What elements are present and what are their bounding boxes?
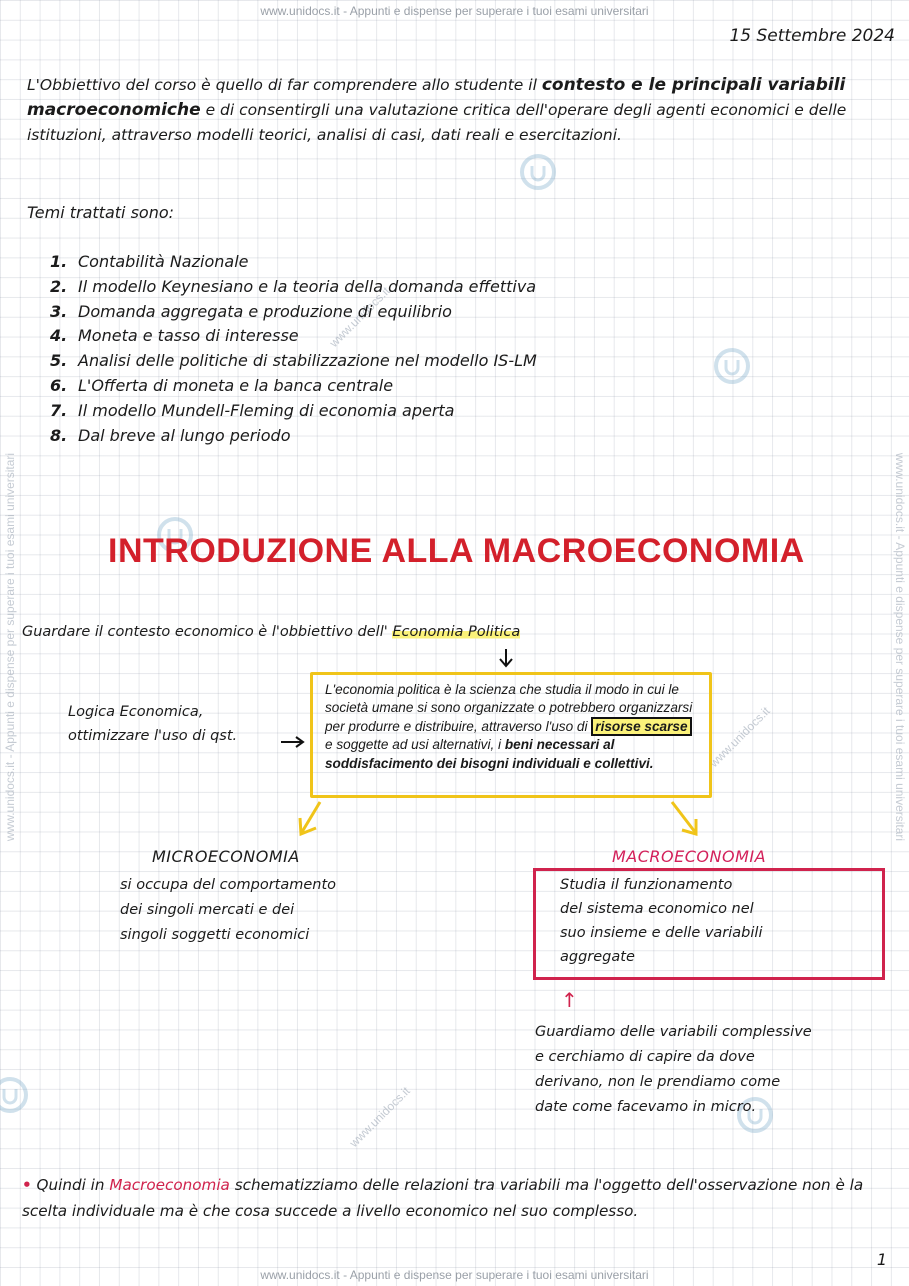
date: 15 Settembre 2024 [729,26,895,46]
definition-box: L'economia politica è la scienza che studia il modo in cui le società umane si sono organizzate o potrebbero organizzarsi per produrre e distribuire, attraverso l'uso di risorse scarse e soggette ad usi alternativi, i beni necessari al soddisfacimento dei bisogni individuali e collettivi. [310,672,712,798]
intro-emphasis: contesto e le principali variabili macroeconomiche [27,75,846,120]
macro-note: Guardiamo delle variabili complessive e cerchiamo di capire da dove derivano, non le prendiamo come date come facevamo in micro. [535,1024,812,1115]
definition-emphasis: beni necessari al soddisfacimento dei bisogni individuali e collettivi. [325,737,654,771]
micro-description: si occupa del comportamento dei singoli mercati e dei singoli soggetti economici [120,877,337,943]
macro-keyword: Macroeconomia [109,1176,230,1194]
watermark-top: www.unidocs.it - Appunti e dispense per superare i tuoi esami universitari [260,4,649,18]
list-item: 6. L'Offerta di moneta e la banca centrale [50,375,394,395]
logica-economica-note: Logica Economica, ottimizzare l'uso di qst. [68,704,238,744]
list-item: 8. Dal breve al lungo periodo [50,425,291,445]
list-item: 3. Domanda aggregata e produzione di equilibrio [50,301,452,321]
macro-title: MACROECONOMIA [612,847,767,866]
list-item: 1. Contabilità Nazionale [50,252,249,271]
section-title: INTRODUZIONE ALLA MACROECONOMIA [108,532,805,570]
list-item: 2. Il modello Keynesiano e la teoria della domanda effettiva [50,276,537,296]
highlight-economia-politica: Economia Politica [392,624,521,640]
arrow-down-icon [500,649,512,666]
list-item: 4. Moneta e tasso di interesse [50,326,299,346]
risorse-scarse-highlight: risorse scarse [591,717,691,736]
arrow-right-icon [281,737,303,747]
arrow-up-icon: ↑ [561,988,578,1012]
watermark-bottom: www.unidocs.it - Appunti e dispense per superare i tuoi esami universitari [260,1268,649,1282]
watermark-diagonal: www.unidocs.it [346,1083,413,1151]
page-number: 1 [876,1250,887,1269]
watermark-diagonal: www.unidocs.it [706,703,773,771]
intro-text: e di consentirgli una valutazione critica dell'operare degli agenti economici e delle istituzioni, attraverso modelli teorici, analisi di casi, dati reali e esercitazioni. [27,101,847,144]
summary-bullet: • Quindi in Macroeconomia schematizziamo delle relazioni tra variabili ma l'oggetto dell'osservazione non è la scelta individuale ma è che cosa succede a livello economico nel suo complesso. [22,1176,864,1220]
list-item: 7. Il modello Mundell-Fleming di economia aperta [50,400,455,420]
micro-title: MICROECONOMIA [152,847,300,866]
economia-politica-line: Guardare il contesto economico è l'obbiettivo dell' Economia Politica [22,624,521,640]
intro-text: L'Obbiettivo del corso è quello di far comprendere allo studente il [27,76,542,94]
bullet-dot-icon: • [22,1176,32,1194]
topics-label: Temi trattati sono: [27,203,175,222]
arrow-right-down-icon [672,802,696,834]
arrow-left-down-icon [300,802,320,834]
list-item: 5. Analisi delle politiche di stabilizzazione nel modello IS-LM [50,351,537,371]
macro-description-box: Studia il funzionamento del sistema economico nel suo insieme e delle variabili aggregate [533,868,885,980]
watermark-side-left: www.unidocs.it - Appunti e dispense per superare i tuoi esami universitari [3,452,17,842]
watermark-side-right: www.unidocs.it - Appunti e dispense per superare i tuoi esami universitari [893,452,907,842]
watermark-diagonal: www.unidocs.it [326,283,393,351]
